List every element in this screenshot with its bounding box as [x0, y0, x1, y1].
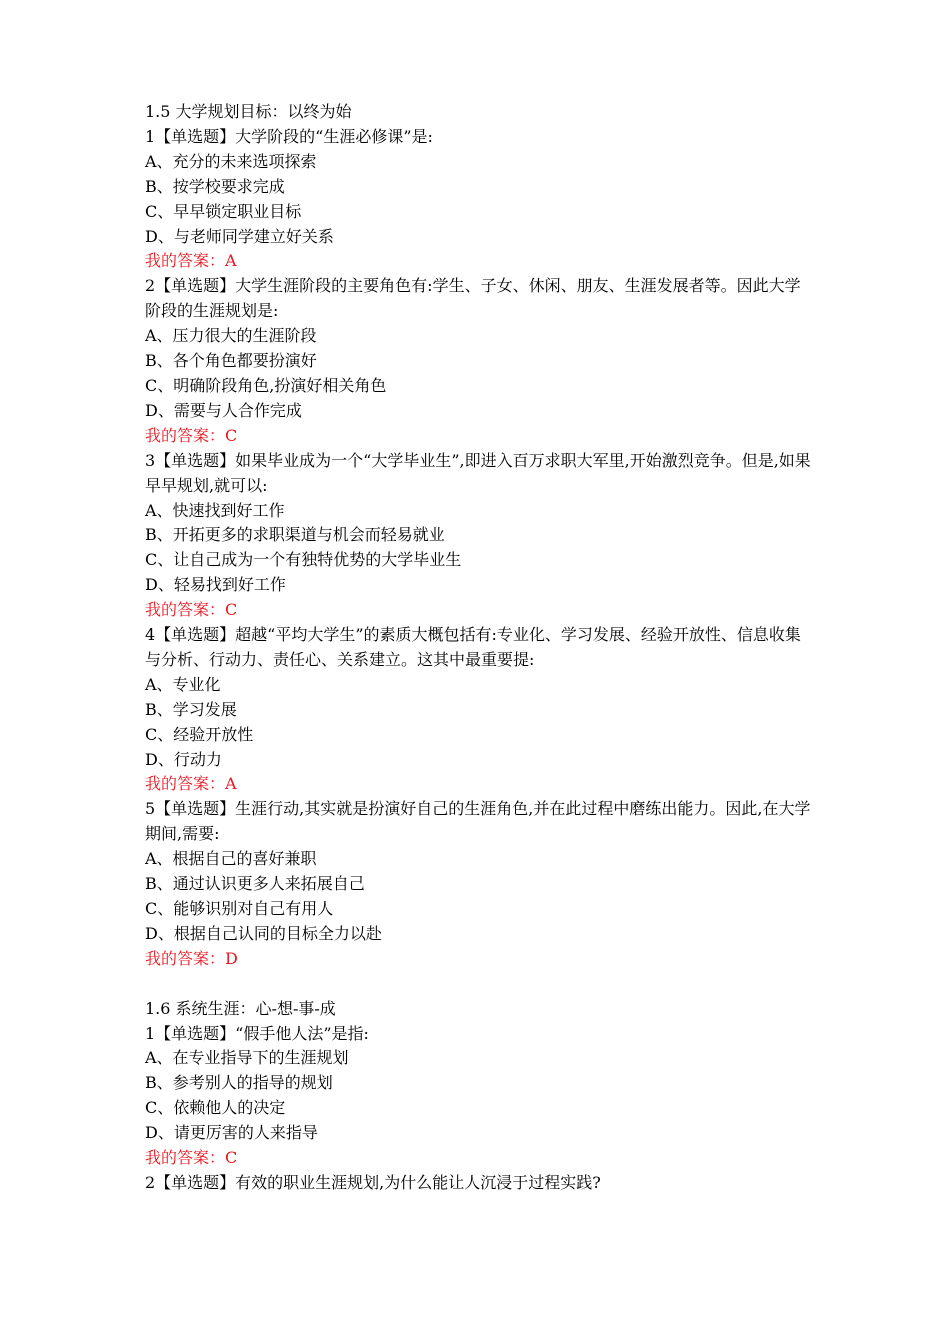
my-answer: 我的答案：A — [145, 251, 237, 271]
question-stem: 1【单选题】大学阶段的“生涯必修课”是: — [145, 126, 433, 146]
option-c: C、依赖他人的决定 — [145, 1098, 286, 1118]
question — [145, 1171, 815, 1196]
option-d: D、轻易找到好工作 — [145, 575, 286, 595]
section-spacer — [145, 972, 815, 997]
question — [145, 449, 815, 623]
section-title: 1.5 大学规划目标：以终为始 — [145, 102, 352, 121]
option-b: B、通过认识更多人来拓展自己 — [145, 874, 365, 894]
my-answer: 我的答案：C — [145, 425, 238, 445]
document-page — [145, 100, 815, 1196]
question-stem: 2【单选题】大学生涯阶段的主要角色有:学生、子女、休闲、朋友、生涯发展者等。因此大学阶段的生涯规划是: — [145, 276, 801, 321]
option-d: D、与老师同学建立好关系 — [145, 226, 334, 246]
option-c: C、经验开放性 — [145, 724, 254, 744]
option-c: C、明确阶段角色,扮演好相关角色 — [145, 375, 387, 395]
option-c: C、能够识别对自己有用人 — [145, 899, 334, 918]
option-b: B、学习发展 — [145, 699, 237, 719]
option-d: D、需要与人合作完成 — [145, 400, 302, 420]
question-stem: 5【单选题】生涯行动,其实就是扮演好自己的生涯角色,并在此过程中磨练出能力。因此,在大学期间,需要: — [145, 799, 811, 844]
option-a: A、快速找到好工作 — [145, 500, 285, 520]
my-answer: 我的答案：C — [145, 600, 238, 620]
option-b: B、按学校要求完成 — [145, 176, 285, 196]
option-c: C、早早锁定职业目标 — [145, 201, 302, 221]
option-a: A、根据自己的喜好兼职 — [145, 849, 317, 869]
my-answer: 我的答案：C — [145, 1148, 238, 1168]
option-b: B、参考别人的指导的规划 — [145, 1073, 333, 1093]
question — [145, 623, 815, 797]
option-a: A、压力很大的生涯阶段 — [145, 326, 317, 346]
question-stem: 2【单选题】有效的职业生涯规划,为什么能让人沉浸于过程实践? — [145, 1172, 601, 1192]
option-d: D、行动力 — [145, 749, 222, 769]
option-a: A、专业化 — [145, 674, 221, 694]
option-c: C、让自己成为一个有独特优势的大学毕业生 — [145, 550, 462, 570]
question-stem: 3【单选题】如果毕业成为一个“大学毕业生”,即进入百万求职大军里,开始激烈竞争。但是,如果早早规划,就可以: — [145, 450, 811, 495]
my-answer: 我的答案：A — [145, 774, 237, 794]
option-a: A、在专业指导下的生涯规划 — [145, 1048, 349, 1068]
question-stem: 4【单选题】超越“平均大学生”的素质大概包括有:专业化、学习发展、经验开放性、信息收集与分析、行动力、责任心、关系建立。这其中最重要提: — [145, 625, 801, 669]
section-title: 1.6 系统生涯：心-想-事-成 — [145, 998, 336, 1018]
question — [145, 125, 815, 274]
question — [145, 797, 815, 971]
my-answer: 我的答案：D — [145, 948, 238, 968]
option-b: B、各个角色都要扮演好 — [145, 351, 317, 371]
option-a: A、充分的未来选项探索 — [145, 151, 317, 171]
question — [145, 274, 815, 448]
option-b: B、开拓更多的求职渠道与机会而轻易就业 — [145, 525, 445, 545]
question — [145, 1022, 815, 1171]
question-stem: 1【单选题】“假手他人法”是指: — [145, 1023, 369, 1043]
option-d: D、请更厉害的人来指导 — [145, 1123, 318, 1143]
option-d: D、根据自己认同的目标全力以赴 — [145, 923, 382, 943]
